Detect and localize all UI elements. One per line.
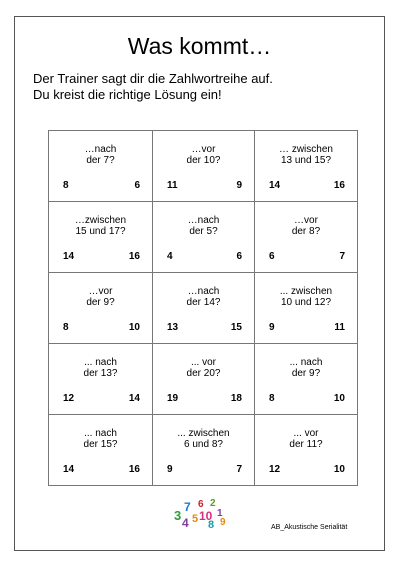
answer-option-left[interactable]: 6 bbox=[269, 251, 275, 262]
question-line: ... vor bbox=[293, 428, 319, 439]
question-line: ... vor bbox=[190, 357, 216, 368]
answer-option-right[interactable]: 11 bbox=[334, 322, 345, 333]
logo-digit: 2 bbox=[210, 498, 216, 509]
answer-option-right[interactable]: 16 bbox=[333, 180, 345, 191]
question-card bbox=[49, 131, 153, 202]
question-text bbox=[153, 357, 254, 379]
answer-option-left[interactable]: 14 bbox=[63, 251, 75, 262]
question-text bbox=[49, 144, 152, 166]
question-line: ... nach bbox=[289, 357, 323, 368]
question-text bbox=[255, 286, 357, 308]
question-line: der 5? bbox=[189, 226, 218, 237]
answer-option-right[interactable]: 6 bbox=[236, 251, 242, 262]
question-card bbox=[49, 415, 153, 486]
answer-option-right[interactable]: 7 bbox=[236, 464, 242, 475]
question-text bbox=[153, 428, 254, 450]
question-card bbox=[153, 344, 255, 415]
question-line: …nach bbox=[187, 215, 220, 226]
question-line: der 15? bbox=[83, 439, 118, 450]
question-text bbox=[153, 215, 254, 237]
answer-option-left[interactable]: 13 bbox=[167, 322, 179, 333]
question-card bbox=[153, 415, 255, 486]
question-text bbox=[49, 428, 152, 450]
question-card bbox=[49, 273, 153, 344]
question-line: 10 und 12? bbox=[280, 297, 332, 308]
question-card bbox=[255, 273, 358, 344]
question-line: …vor bbox=[294, 215, 318, 226]
logo-digit: 8 bbox=[208, 519, 215, 529]
logo-digit: 9 bbox=[220, 517, 226, 528]
instruction-line: Du kreist die richtige Lösung ein! bbox=[33, 87, 222, 102]
logo-digit: 10 bbox=[199, 509, 213, 523]
question-line: ... nach bbox=[84, 357, 117, 368]
question-line: der 9? bbox=[86, 297, 115, 308]
question-line: der 11? bbox=[289, 439, 323, 450]
answer-option-left[interactable]: 8 bbox=[269, 393, 275, 404]
answer-option-left[interactable]: 9 bbox=[269, 322, 275, 333]
question-text bbox=[255, 144, 357, 166]
page-title: Was kommt… bbox=[127, 33, 272, 59]
answer-option-right[interactable]: 18 bbox=[230, 393, 242, 404]
numbers-logo-icon bbox=[172, 494, 230, 529]
question-line: der 9? bbox=[291, 368, 321, 379]
question-card bbox=[153, 131, 255, 202]
question-line: der 10? bbox=[186, 155, 221, 166]
answer-option-right[interactable]: 7 bbox=[339, 251, 345, 262]
question-text bbox=[255, 428, 357, 450]
question-line: der 8? bbox=[291, 226, 321, 237]
answer-option-left[interactable]: 14 bbox=[269, 180, 281, 191]
question-card bbox=[49, 344, 153, 415]
answer-option-left[interactable]: 4 bbox=[167, 251, 173, 262]
answer-option-right[interactable]: 15 bbox=[230, 322, 242, 333]
question-line: …zwischen bbox=[74, 215, 127, 226]
answer-option-left[interactable]: 8 bbox=[63, 180, 69, 191]
question-line: …vor bbox=[191, 144, 216, 155]
question-line: der 20? bbox=[186, 368, 221, 379]
question-line: 6 und 8? bbox=[184, 439, 223, 450]
logo-digit: 7 bbox=[184, 500, 191, 514]
question-line: 15 und 17? bbox=[75, 226, 126, 237]
question-line: … zwischen bbox=[279, 144, 333, 155]
logo-digit: 4 bbox=[182, 516, 189, 529]
question-line: …vor bbox=[88, 286, 113, 297]
instructions bbox=[33, 71, 273, 103]
question-line: ... nach bbox=[84, 428, 117, 439]
question-text bbox=[49, 215, 152, 237]
question-line: 13 und 15? bbox=[280, 155, 332, 166]
answer-option-right[interactable]: 10 bbox=[333, 464, 345, 475]
question-text bbox=[153, 286, 254, 308]
question-grid bbox=[48, 130, 358, 486]
answer-option-right[interactable]: 10 bbox=[333, 393, 345, 404]
answer-option-right[interactable]: 10 bbox=[128, 322, 140, 333]
instruction-line: Der Trainer sagt dir die Zahlwortreihe auf. bbox=[33, 71, 273, 86]
answer-option-left[interactable]: 12 bbox=[63, 393, 75, 404]
question-card bbox=[255, 131, 358, 202]
question-line: der 14? bbox=[186, 297, 221, 308]
footer-label: AB_Akustische Serialität bbox=[271, 524, 348, 531]
question-text bbox=[255, 357, 357, 379]
question-text bbox=[49, 357, 152, 379]
answer-option-right[interactable]: 14 bbox=[128, 393, 140, 404]
answer-option-left[interactable]: 11 bbox=[167, 180, 178, 191]
question-card bbox=[255, 344, 358, 415]
question-line: …nach bbox=[187, 286, 220, 297]
logo-digit: 3 bbox=[174, 508, 182, 523]
question-line: ... zwischen bbox=[279, 286, 333, 297]
question-card bbox=[153, 202, 255, 273]
logo-digit: 1 bbox=[217, 508, 223, 519]
question-card bbox=[255, 202, 358, 273]
answer-option-right[interactable]: 6 bbox=[134, 180, 140, 191]
answer-option-left[interactable]: 8 bbox=[63, 322, 69, 333]
question-line: der 7? bbox=[86, 155, 115, 166]
answer-option-right[interactable]: 16 bbox=[128, 464, 140, 475]
question-text bbox=[49, 286, 152, 308]
answer-option-left[interactable]: 14 bbox=[63, 464, 75, 475]
logo-digit: 6 bbox=[198, 499, 204, 510]
question-card bbox=[49, 202, 153, 273]
answer-option-left[interactable]: 9 bbox=[167, 464, 173, 475]
answer-option-left[interactable]: 12 bbox=[269, 464, 281, 475]
question-line: der 13? bbox=[83, 368, 118, 379]
answer-option-left[interactable]: 19 bbox=[167, 393, 179, 404]
question-text bbox=[255, 215, 357, 237]
question-card bbox=[153, 273, 255, 344]
question-line: …nach bbox=[84, 144, 117, 155]
answer-option-right[interactable]: 16 bbox=[128, 251, 140, 262]
question-line: ... zwischen bbox=[177, 428, 230, 439]
question-card bbox=[255, 415, 358, 486]
worksheet-page bbox=[14, 16, 385, 551]
answer-option-right[interactable]: 9 bbox=[236, 180, 242, 191]
logo-digit: 5 bbox=[192, 513, 199, 525]
question-text bbox=[153, 144, 254, 166]
